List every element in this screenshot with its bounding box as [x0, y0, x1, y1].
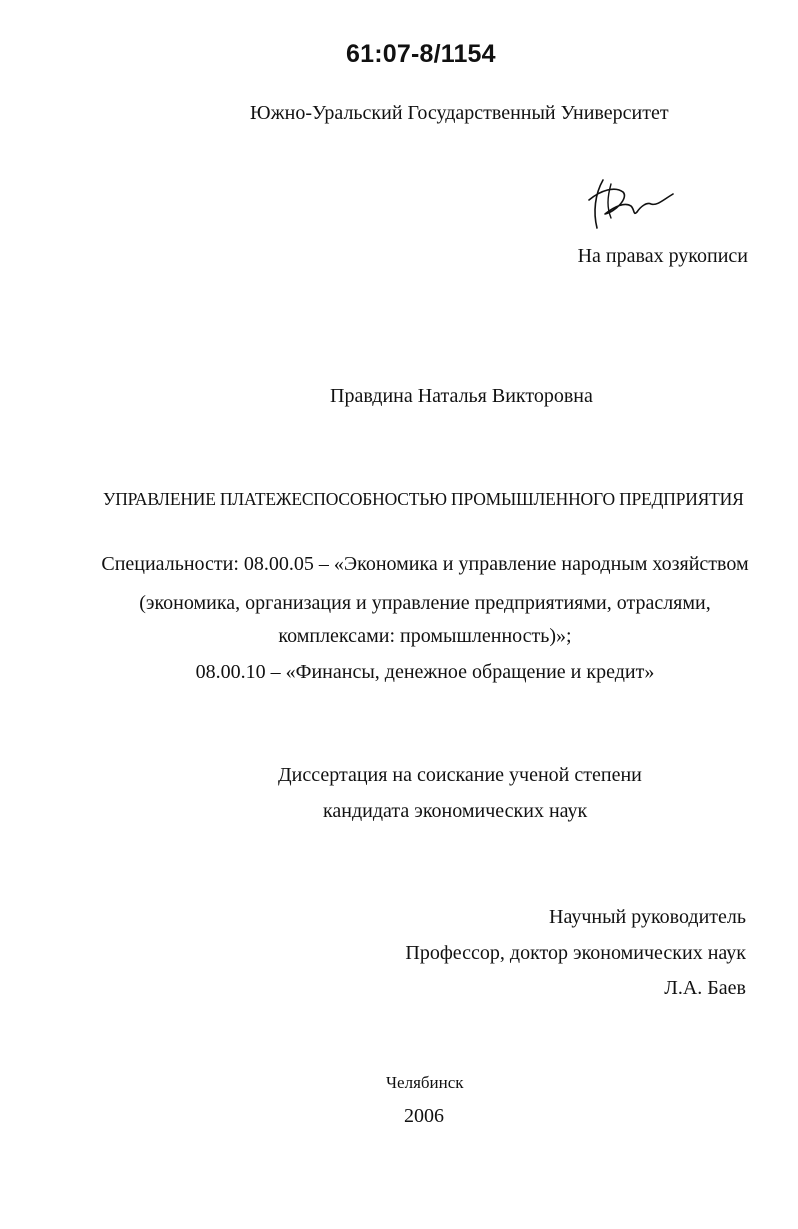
supervisor-title: Профессор, доктор экономических наук	[405, 942, 746, 964]
specialty-line-2: (экономика, организация и управление предприятиями, отраслями,	[139, 592, 711, 614]
supervisor-role: Научный руководитель	[549, 906, 746, 928]
author-name: Правдина Наталья Викторовна	[330, 385, 593, 407]
signature-icon	[585, 172, 677, 234]
city: Челябинск	[386, 1073, 464, 1092]
degree-line-2: кандидата экономических наук	[323, 800, 588, 822]
university-name: Южно-Уральский Государственный Университет	[250, 102, 669, 124]
degree-line-1: Диссертация на соискание ученой степени	[278, 764, 642, 786]
supervisor-name: Л.А. Баев	[664, 977, 746, 999]
specialty-line-3: комплексами: промышленность)»;	[278, 625, 572, 647]
rights-note: На правах рукописи	[577, 245, 748, 267]
catalog-number: 61:07-8/1154	[346, 40, 496, 68]
specialty-line-1: Специальности: 08.00.05 – «Экономика и управление народным хозяйством	[101, 553, 749, 575]
year: 2006	[404, 1105, 444, 1127]
dissertation-title: УПРАВЛЕНИЕ ПЛАТЕЖЕСПОСОБНОСТЬЮ ПРОМЫШЛЕННОГО ПРЕДПРИЯТИЯ	[103, 489, 744, 509]
specialty-line-4: 08.00.10 – «Финансы, денежное обращение и кредит»	[195, 661, 655, 683]
